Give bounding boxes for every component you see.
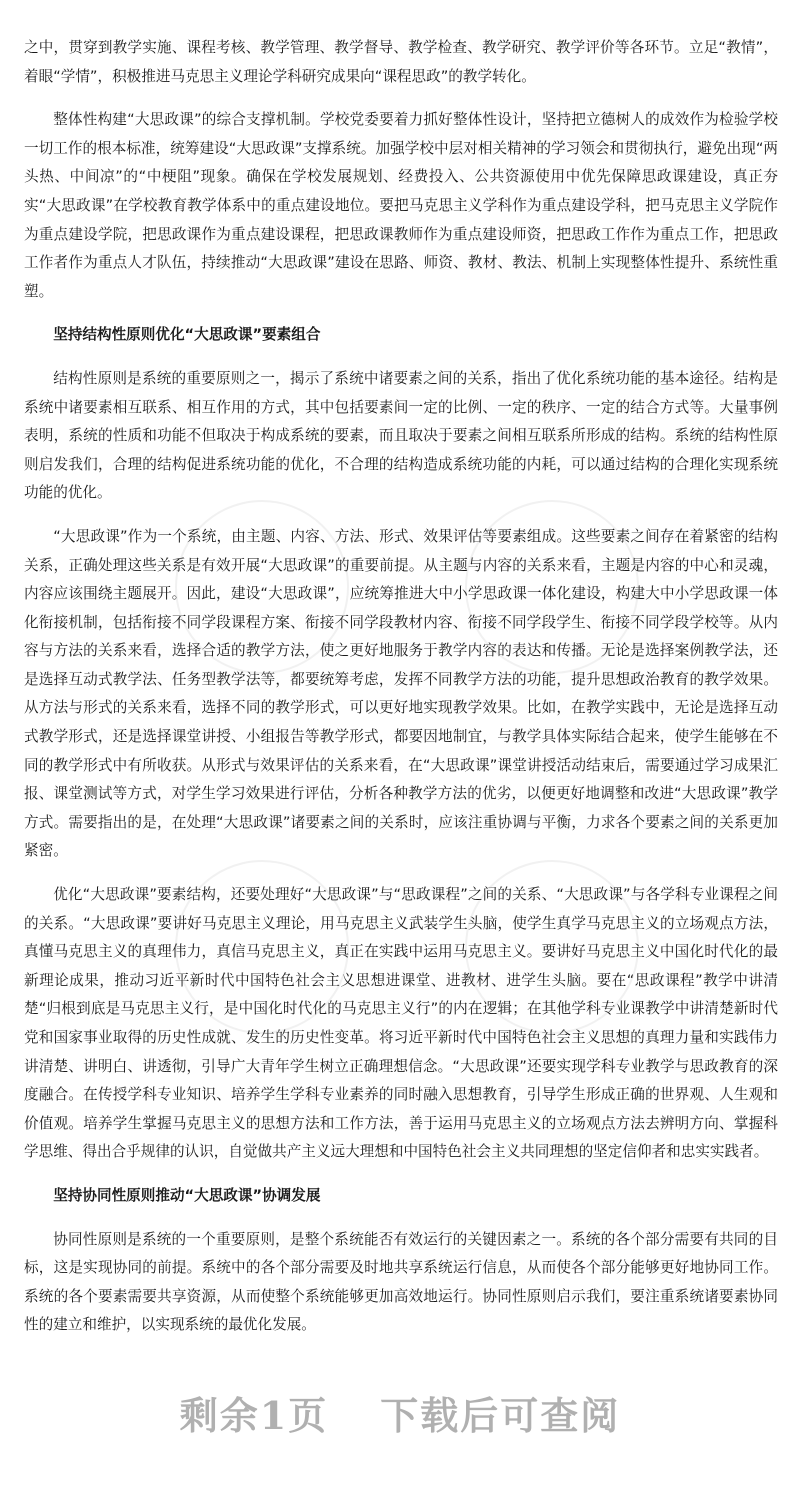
paragraph: 协同性原则是系统的一个重要原则，是整个系统能否有效运行的关键因素之一。系统的各个部分需要有共同的目标，这是实现协同的前提。系统中的各个部分需要及时地共享系统运行信息，从而使各个部分能够更好地协同工作。系统的各个要素需要共享资源，从而使整个系统能够更加高效地运行。协同性原则启示我们，要注重系统诸要素协同性的建立和维护，以实现系统的最优化发展。: [24, 1230, 778, 1334]
paragraph: 优化“大思政课”要素结构，还要处理好“大思政课”与“思政课程”之间的关系、“大思政课”与各学科专业课程之间的关系。“大思政课”要讲好马克思主义理论，用马克思主义武装学生头脑，使学生真学马克思主义的立场观点方法，真懂马克思主义的真理伟力，真信马克思主义，真正在实践中运用马克思主义。要讲好马克思主义中国化时代化的最新理论成果，推动习近平新时代中国特色社会主义思想进课堂、进教材、进学生头脑。要在“思政课程”教学中讲清楚“归根到底是马克思主义行，是中国化时代化的马克思主义行”的内在逻辑；在其他学科专业课教学中讲清楚新时代党和国家事业取得的历史性成就、发生的历史性变革。将习近平新时代中国特色社会主义思想的真理力量和实践伟力讲清楚、讲明白、讲透彻，引导广大青年学生树立正确理想信念。“大思政课”还要实现学科专业教学与思政教育的深度融合。在传授学科专业知识、培养学生学科专业素养的同时融入思想教育，引导学生形成正确的世界观、人生观和价值观。培养学生掌握马克思主义的思想方法和工作方法，善于运用马克思主义的立场观点方法去辨明方向、掌握科学思维、得出合乎规律的认识，自觉做共产主义远大理想和中国特色社会主义共同理想的坚定信仰者和忠实实践者。: [24, 886, 778, 1161]
download-to-view-label: 下载后可查阅: [380, 1393, 621, 1438]
paragraph: “大思政课”作为一个系统，由主题、内容、方法、形式、效果评估等要素组成。这些要素之间存在着紧密的结构关系，正确处理这些关系是有效开展“大思政课”的重要前提。从主题与内容的关系来看，主题是内容的中心和灵魂，内容应该围绕主题展开。因此，建设“大思政课”，应统筹推进大中小学思政课一体化建设，构建大中小学思政课一体化衔接机制，包括衔接不同学段课程方案、衔接不同学段教材内容、衔接不同学段学生、衔接不同学段学校等。从内容与方法的关系来看，选择合适的教学方法，使之更好地服务于教学内容的表达和传播。无论是选择案例教学法，还是选择互动式教学法、任务型教学法等，都要统筹考虑，发挥不同教学方法的功能，提升思想政治教育的教学效果。从方法与形式的关系来看，选择不同的教学形式，可以更好地实现教学效果。比如，在教学实践中，无论是选择互动式教学形式，还是选择课堂讲授、小组报告等教学形式，都要因地制宜，与教学具体实际结合起来，使学生能够在不同的教学形式中有所收获。从形式与效果评估的关系来看，在“大思政课”课堂讲授活动结束后，需要通过学习成果汇报、课堂测试等方式，对学生学习效果进行评估，分析各种教学方法的优劣，以便更好地调整和改进“大思政课”教学方式。需要指出的是，在处理“大思政课”诸要素之间的关系时，应该注重协调与平衡，力求各个要素之间的关系更加紧密。: [24, 527, 778, 860]
paragraph: 结构性原则是系统的重要原则之一，揭示了系统中诸要素之间的关系，指出了优化系统功能的基本途径。结构是系统中诸要素相互联系、相互作用的方式，其中包括要素间一定的比例、一定的秩序、一定的结合方式等。大量事例表明，系统的性质和功能不但取决于构成系统的要素，而且取决于要素之间相互联系所形成的结构。系统的结构性原则启发我们，合理的结构促进系统功能的优化，不合理的结构造成系统功能的内耗，可以通过结构的合理化实现系统功能的优化。: [24, 369, 778, 502]
download-prompt-banner[interactable]: [0, 1385, 800, 1440]
section-heading: 坚持结构性原则优化“大思政课”要素组合: [53, 326, 321, 344]
remaining-pages-label: 剩余1页: [179, 1393, 329, 1438]
paragraph: 整体性构建“大思政课”的综合支撑机制。学校党委要着力抓好整体性设计，坚持把立德树人的成效作为检验学校一切工作的根本标准，统筹建设“大思政课”支撑系统。加强学校中层对相关精神的学习领会和贯彻执行，避免出现“两头热、中间凉”的“中梗阻”现象。确保在学校发展规划、经费投入、公共资源使用中优先保障思政课建设，真正夯实“大思政课”在学校教育教学体系中的重点建设地位。要把马克思主义学科作为重点建设学科，把马克思主义学院作为重点建设学院，把思政课作为重点建设课程，把思政课教师作为重点建设师资，把思政工作作为重点工作，把思政工作者作为重点人才队伍，持续推动“大思政课”建设在思路、师资、教材、教法、机制上实现整体性提升、系统性重塑。: [24, 111, 778, 300]
paragraph-continued: 之中，贯穿到教学实施、课程考核、教学管理、教学督导、教学检查、教学研究、教学评价等各环节。立足“教情”，着眼“学情”，积极推进马克思主义理论学科研究成果向“课程思政”的教学转化。: [24, 39, 778, 85]
article-body: [24, 34, 778, 1355]
section-heading: 坚持协同性原则推动“大思政课”协调发展: [53, 1186, 321, 1204]
